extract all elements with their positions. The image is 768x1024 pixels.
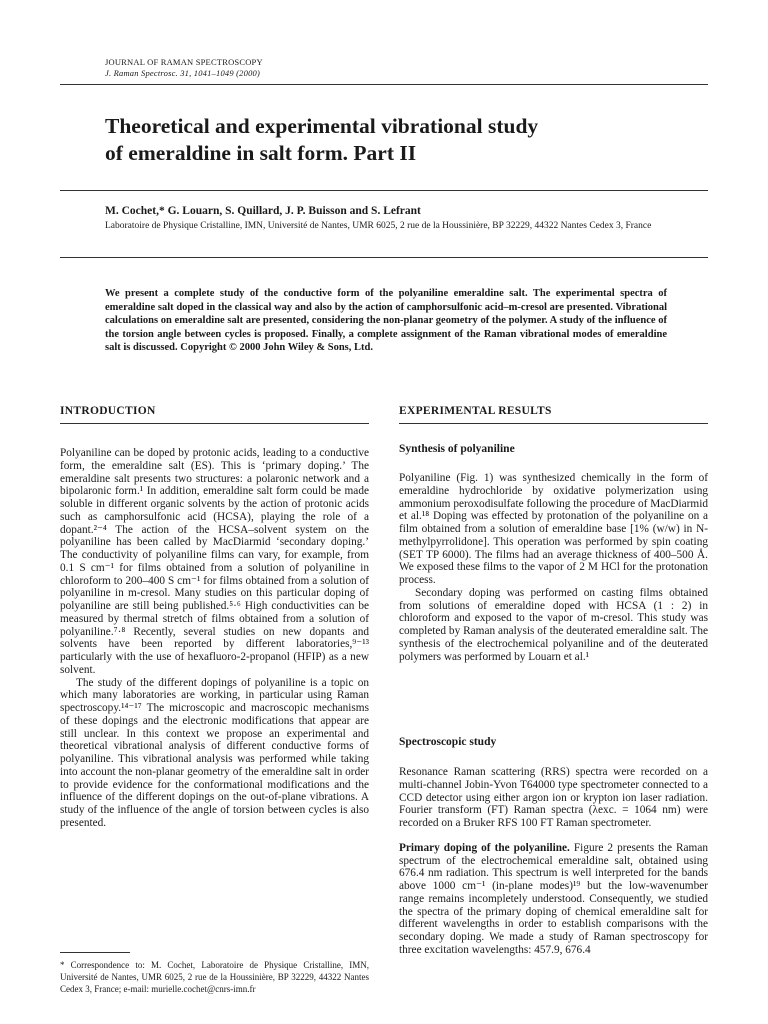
- article-title: [105, 113, 685, 167]
- journal-header: [105, 57, 263, 79]
- footnote-block: [60, 952, 369, 995]
- spectroscopic-heading: Spectroscopic study: [399, 736, 497, 748]
- footnote-rule: [60, 952, 130, 953]
- header-rule: [60, 84, 708, 85]
- introduction-paragraph-1: Polyaniline can be doped by protonic acids, leading to a conductive form, the emeraldine salt (ES). This is ‘primary doping.’ The emeraldine salt presents two structures: a polaronic network and a bipolaronic form.¹ In addition, emeraldine salt form could be made soluble in different organic solvents by the action of protonic acids such as camphorsulfonic acid (HCSA), playing the role of a dopant.²⁻⁴ The action of the HCSA–solvent system on the polyaniline has been called by MacDiarmid ‘secondary doping.’ The conductivity of polyaniline films can vary, for example, from 0.1 S cm⁻¹ for films obtained from a solution of polyaniline in chloroform to 200–400 S cm⁻¹ for films obtained from a solution of polyaniline in m-cresol. Many studies on this particular doping of polyaniline are still being published.⁵·⁶ High conductivities can be measured by thermal stretch of films obtained from a solution of polyaniline.⁷·⁸ Recently, several studies on new dopants and solvents have been reported by different laboratories,⁹⁻¹³ particularly with the use of hexafluoro-2-propanol (HFIP) as a new solvent.: [60, 447, 369, 676]
- title-line-2: of emeraldine in salt form. Part II: [105, 141, 417, 165]
- introduction-heading: INTRODUCTION: [60, 405, 156, 417]
- spectroscopic-paragraph-1: Resonance Raman scattering (RRS) spectra were recorded on a multi-channel Jobin-Yvon T64000 type spectrometer connected to a CCD detector using either argon ion or krypton ion laser radiation. Fourier transform (FT) Raman spectra (λexc. = 1064 nm) were recorded on a Bruker RFS 100 FT Raman spectrometer.: [399, 766, 708, 829]
- synthesis-heading: Synthesis of polyaniline: [399, 443, 515, 455]
- author-list: M. Cochet,* G. Louarn, S. Quillard, J. P. Buisson and S. Lefrant: [105, 205, 421, 217]
- title-line-1: Theoretical and experimental vibrational study: [105, 114, 539, 138]
- introduction-heading-block: [60, 405, 369, 424]
- introduction-heading-rule: [60, 423, 369, 424]
- primary-doping-text: Figure 2 presents the Raman spectrum of the electrochemical emeraldine salt, obtained using 676.4 nm radiation. This spectrum is well interpreted for the bands above 1000 cm⁻¹ (in-plane modes)¹⁹ but the low-wavenumber range remains incompletely understood. Consequently, we studied the spectra of the primary doping of chemical emeraldine salt for different wavelengths in order to establish comparisons with the secondary doping. We made a study of Raman spectroscopy for three excitation wavelengths: 457.9, 676.4: [399, 841, 708, 956]
- experimental-heading: EXPERIMENTAL RESULTS: [399, 405, 552, 417]
- synthesis-paragraph-1: Polyaniline (Fig. 1) was synthesized chemically in the form of emeraldine hydrochloride by oxidative polymerization using ammonium peroxodisulfate following the procedure of MacDiarmid et al.¹⁸ Doping was effected by protonation of the polyaniline on a film obtained from a solution of emeraldine base [1% (w/w) in N-methylpyrrolidone]. This operation was performed by spin coating (SET TP 6000). The films had an average thickness of 400–500 Å. We exposed these films to the vapor of 2 M HCl for the protonation process.: [399, 472, 708, 586]
- spectroscopic-body: [399, 766, 708, 957]
- correspondence-footnote: * Correspondence to: M. Cochet, Laboratoire de Physique Cristalline, IMN, Université de Nantes, UMR 6025, 2 rue de la Houssinière, BP 32229, 44322 Nantes Cedex 3, France; e-mail: murielle.cochet@cnrs-imn.fr: [60, 960, 369, 994]
- abstract-top-rule: [60, 257, 708, 258]
- title-rule: [60, 190, 708, 191]
- experimental-heading-block: [399, 405, 708, 424]
- abstract: We present a complete study of the conductive form of the polyaniline emeraldine salt. The experimental spectra of emeraldine salt doped in the classical way and also by the action of camphorsulfonic acid–m-cresol are presented. Vibrational calculations on emeraldine salt are presented, considering the non-planar geometry of the polymer. A study of the influence of the torsion angle between cycles is proposed. Finally, a complete assignment of the Raman vibrational modes of emeraldine salt is discussed. Copyright © 2000 John Wiley & Sons, Ltd.: [105, 288, 667, 353]
- primary-doping-runin-heading: Primary doping of the polyaniline.: [399, 841, 570, 854]
- synthesis-paragraph-2: Secondary doping was performed on casting films obtained from solutions of emeraldine doped with HCSA (1 : 2) in chloroform and exposed to the vapor of m-cresol. This study was completed by Raman analysis of the deuterated emeraldine salt. The synthesis of the electrochemical polyaniline and of the deuterated polymers was performed by Louarn et al.¹: [399, 586, 708, 663]
- spectroscopic-paragraph-2: [399, 842, 708, 957]
- affiliation: Laboratoire de Physique Cristalline, IMN, Université de Nantes, UMR 6025, 2 rue de la Houssinière, BP 32229, 44322 Nantes Cedex 3, France: [105, 221, 652, 231]
- introduction-paragraph-2: The study of the different dopings of polyaniline is a topic on which many laboratories are working, in particular using Raman spectroscopy.¹⁴⁻¹⁷ The microscopic and macroscopic mechanisms of these dopings and the electronic modifications that appear are still unclear. In this context we propose an experimental and theoretical vibrational analysis of different conductive forms of polyaniline. This vibrational analysis was performed while taking into account the non-planar geometry of the emeraldine salt in order to provide evidence for the conformational modifications and the influence of the different dopings on the out-of-plane vibrations. A study of the influence of the angle of torsion between cycles is also presented.: [60, 676, 369, 829]
- journal-citation: J. Raman Spectrosc. 31, 1041–1049 (2000): [105, 68, 260, 78]
- experimental-heading-rule: [399, 423, 708, 424]
- introduction-body: [60, 447, 369, 830]
- journal-name: JOURNAL OF RAMAN SPECTROSCOPY: [105, 57, 263, 67]
- synthesis-body: [399, 472, 708, 663]
